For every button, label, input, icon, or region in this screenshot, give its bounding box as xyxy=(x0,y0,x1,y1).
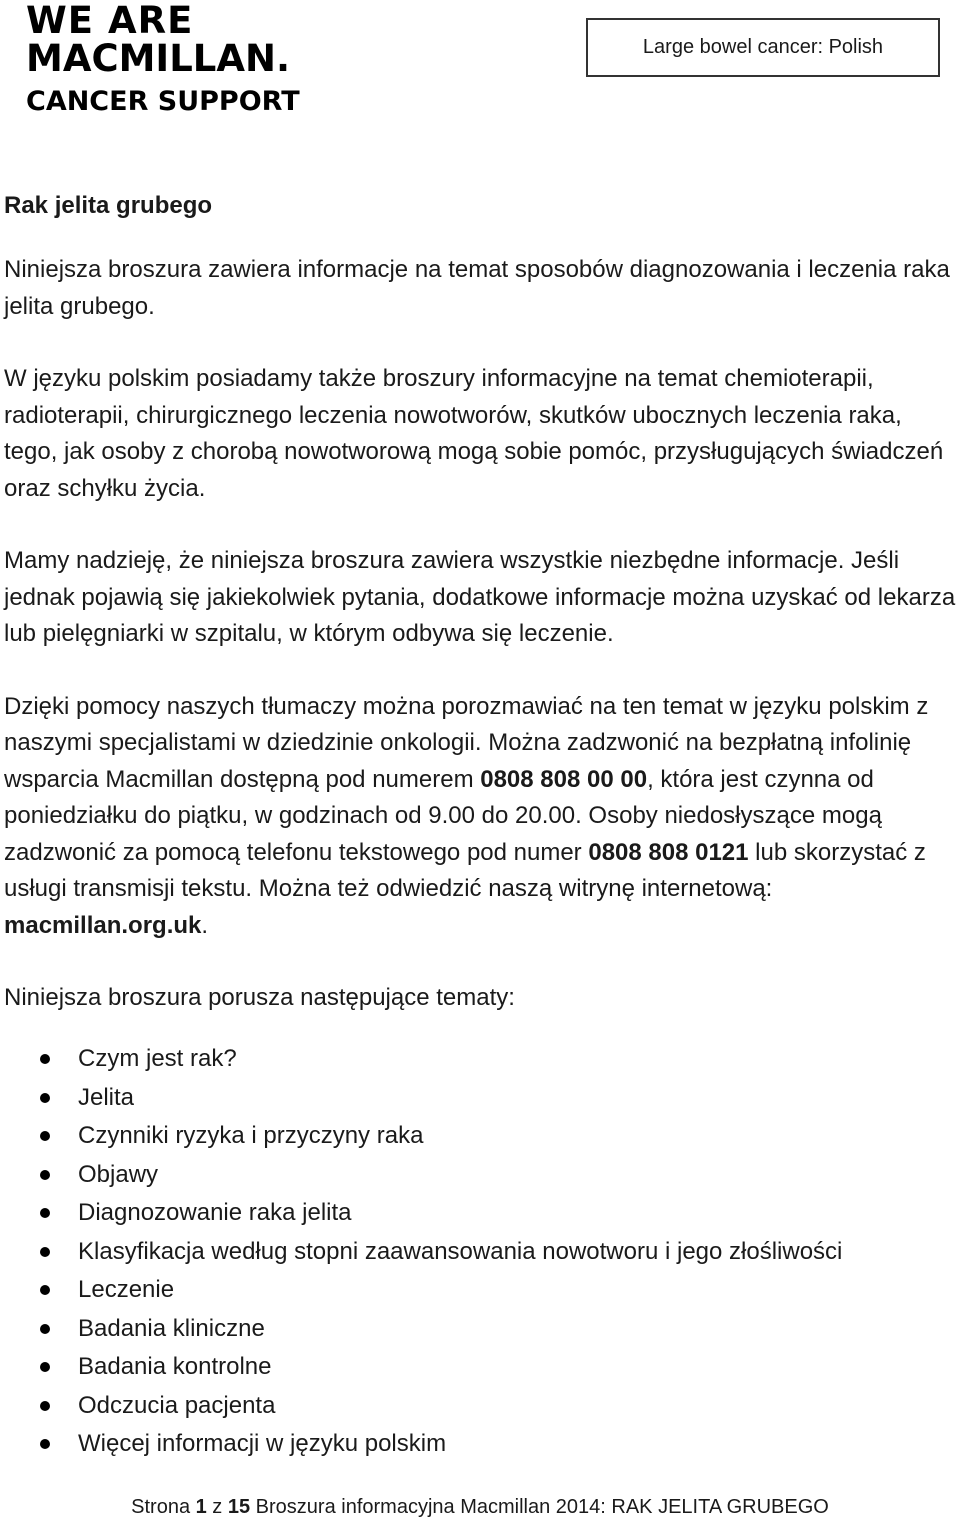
topic-label: Więcej informacji w języku polskim xyxy=(78,1430,447,1457)
footer-page-number: 1 xyxy=(195,1496,207,1518)
page-title: Rak jelita grubego xyxy=(4,192,213,219)
other-booklets-paragraph: W języku polskim posiadamy także broszury informacyjne na temat chemioterapii, radioterapii, chirurgicznego leczenia nowotworów, skutków ubocznych leczenia raka, tego, jak osoby z chorobą nowotworową mogą sobie pomóc, przysługujących świadczeń oraz schyłku życia. xyxy=(4,365,944,502)
intro-paragraph: Niniejsza broszura zawiera informacje na temat sposobów diagnozowania i leczenia raka jelita grubego. xyxy=(4,256,950,320)
contact-paragraph xyxy=(4,689,959,945)
contact-text-4: . xyxy=(201,911,209,939)
bullet-icon xyxy=(40,1362,50,1372)
bullet-icon xyxy=(40,1401,50,1411)
topic-item xyxy=(40,1387,960,1426)
bullet-icon xyxy=(40,1439,50,1449)
bullet-icon xyxy=(40,1324,50,1334)
footer-prefix: Strona xyxy=(131,1496,196,1518)
topic-item xyxy=(40,1271,960,1310)
support-line-number: 0808 808 00 00 xyxy=(480,765,648,793)
textphone-number: 0808 808 0121 xyxy=(588,838,749,866)
topic-item xyxy=(40,1348,960,1387)
topics-list xyxy=(40,1040,960,1464)
contact-text-3: lub skorzystać z usługi transmisji tekstu. Można też odwiedzić naszą witrynę internetową: xyxy=(4,838,926,902)
page-footer xyxy=(0,1496,960,1519)
topic-label: Badania kontrolne xyxy=(78,1353,272,1380)
topic-item xyxy=(40,1079,960,1118)
topic-item xyxy=(40,1425,960,1464)
footer-total-pages: 15 xyxy=(227,1496,251,1518)
topic-label: Diagnozowanie raka jelita xyxy=(78,1199,352,1226)
footer-of: z xyxy=(206,1496,228,1518)
topic-item xyxy=(40,1310,960,1349)
topic-label: Odczucia pacjenta xyxy=(78,1391,276,1419)
bullet-icon xyxy=(40,1285,50,1295)
document-label: Large bowel cancer: Polish xyxy=(642,36,884,58)
logo-line-2: MACMILLAN. xyxy=(26,37,291,80)
topic-label: Jelita xyxy=(78,1083,135,1111)
bullet-icon xyxy=(40,1208,50,1218)
topic-item xyxy=(40,1233,960,1272)
topic-label: Czynniki ryzyka i przyczyny raka xyxy=(78,1122,424,1149)
bullet-icon xyxy=(40,1131,50,1141)
logo-line-3: CANCER SUPPORT xyxy=(26,86,300,117)
logo-line-1: WE ARE xyxy=(26,0,194,42)
topic-label: Czym jest rak? xyxy=(78,1045,237,1072)
topic-item xyxy=(40,1194,960,1233)
topic-item xyxy=(40,1117,960,1156)
topic-item xyxy=(40,1156,960,1195)
bullet-icon xyxy=(40,1247,50,1257)
bullet-icon xyxy=(40,1093,50,1103)
contact-text-1: Dzięki pomocy naszych tłumaczy można porozmawiać na ten temat w języku polskim z naszymi specjalistami w dziedzinie onkologii. Można zadzwonić na bezpłatną infolinię wsparcia Macmillan dostępną pod numerem xyxy=(4,692,929,793)
questions-paragraph: Mamy nadzieję, że niniejsza broszura zawiera wszystkie niezbędne informacje. Jeśli jednak pojawią się jakiekolwiek pytania, dodatkowe informacje można uzyskać od lekarza lub pielęgniarki w szpitalu, w którym odbywa się leczenie. xyxy=(4,547,956,647)
topic-label: Badania kliniczne xyxy=(78,1314,265,1342)
footer-suffix: Broszura informacyjna Macmillan 2014: RAK JELITA GRUBEGO xyxy=(250,1496,829,1518)
topic-label: Klasyfikacja według stopni zaawansowania nowotworu i jego złośliwości xyxy=(78,1237,843,1265)
website-link[interactable]: macmillan.org.uk xyxy=(4,911,202,939)
contact-text-2: , która jest czynna od poniedziałku do piątku, w godzinach od 9.00 do 20.00. Osoby niedosłyszące mogą zadzwonić za pomocą telefonu tekstowego pod numer xyxy=(4,765,882,866)
topic-label: Objawy xyxy=(78,1160,159,1188)
topic-label: Leczenie xyxy=(78,1276,175,1303)
bullet-icon xyxy=(40,1170,50,1180)
main-content xyxy=(4,186,959,1017)
macmillan-logo xyxy=(26,2,346,115)
topics-intro: Niniejsza broszura porusza następujące tematy: xyxy=(4,984,515,1011)
document-label-box xyxy=(586,18,940,77)
topic-item xyxy=(40,1040,960,1079)
bullet-icon xyxy=(40,1054,50,1064)
